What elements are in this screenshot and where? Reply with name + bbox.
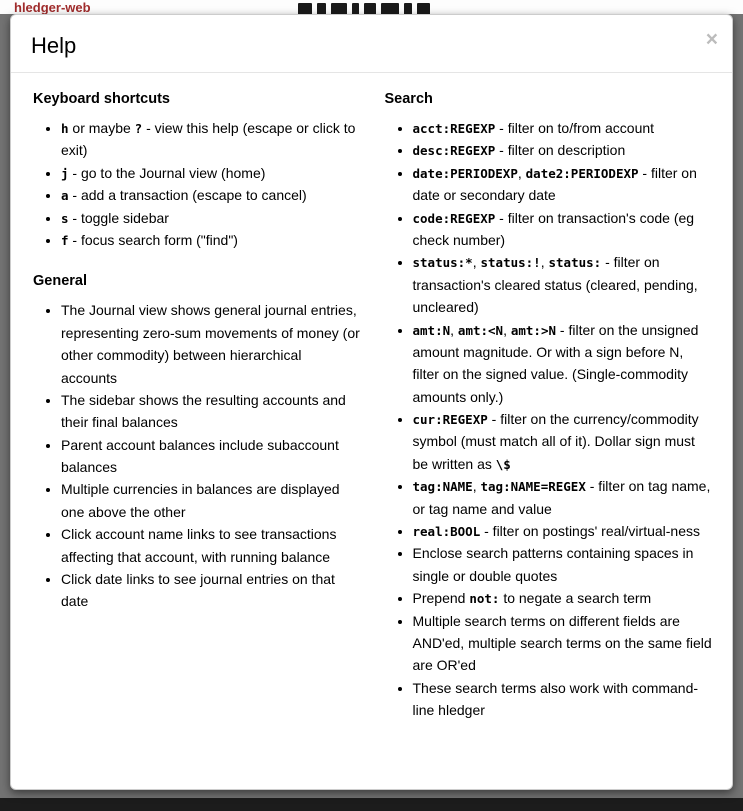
text-run: to negate a search term <box>499 590 652 607</box>
code-token: j <box>61 165 69 181</box>
list-item <box>61 162 361 184</box>
text-run: , <box>540 254 549 271</box>
text-run: Enclose search patterns containing spaces in single or double quotes <box>412 545 694 584</box>
text-run: - add a transaction (escape to cancel) <box>68 187 307 204</box>
list-item <box>413 319 713 409</box>
list-item <box>413 117 713 139</box>
code-token: h <box>61 121 69 136</box>
code-token: acct:REGEXP <box>412 121 496 136</box>
list-item <box>413 251 713 318</box>
code-token: desc:REGEXP <box>412 143 496 159</box>
text-run: , <box>503 321 511 338</box>
list-item <box>413 162 713 207</box>
section-list <box>31 299 361 612</box>
text-run: - filter on date or secondary date <box>412 164 697 204</box>
section-list <box>383 117 713 722</box>
text-run: These search terms also work with command-line hledger <box>412 679 699 719</box>
code-token: tag:NAME <box>412 479 473 495</box>
code-token: a <box>61 188 69 204</box>
list-item <box>61 117 361 162</box>
text-run: , <box>517 164 526 181</box>
list-item <box>61 523 361 568</box>
code-token: date:PERIODEXP <box>412 165 518 181</box>
list-item <box>413 139 713 161</box>
list-item <box>413 587 713 609</box>
code-token: \$ <box>495 456 511 472</box>
left-column <box>31 91 361 779</box>
list-item <box>413 520 713 542</box>
text-run: - filter on tag name, or tag name and value <box>412 478 711 517</box>
list-item <box>413 408 713 475</box>
list-item <box>413 610 713 677</box>
text-run: - filter on description <box>495 142 626 159</box>
code-token: status: <box>548 255 602 271</box>
code-token: status:* <box>412 255 473 271</box>
list-item <box>61 207 361 229</box>
list-item <box>61 299 361 389</box>
list-item <box>61 568 361 613</box>
list-item <box>413 207 713 252</box>
text-run: - toggle sidebar <box>68 209 169 226</box>
text-run: The Journal view shows general journal entries, representing zero-sum movements of money (or other commodity) between hierarchical accounts <box>61 302 360 386</box>
navbar <box>0 0 743 14</box>
code-token: code:REGEXP <box>412 210 496 226</box>
code-token: amt:>N <box>510 322 557 338</box>
hledger-web-brand-link[interactable]: hledger-web <box>14 0 91 14</box>
text-run: - filter on transaction's cleared status (cleared, pending, uncleared) <box>412 254 698 316</box>
code-token: not: <box>469 591 500 607</box>
text-run: - go to the Journal view (home) <box>68 164 266 181</box>
text-run: Click date links to see journal entries on that date <box>61 571 335 610</box>
list-item <box>61 389 361 434</box>
text-run: - filter on the unsigned amount magnitude. Or with a sign before N, filter on the signed value. (Single-commodity amounts only.) <box>412 321 699 405</box>
text-run: - view this help (escape or click to exit) <box>61 120 356 159</box>
partial-page-heading <box>298 2 435 14</box>
code-token: status:! <box>480 255 541 271</box>
section-list <box>31 117 361 251</box>
code-token: ? <box>134 121 143 136</box>
section-heading: General <box>33 273 87 290</box>
text-run: Click account name links to see transactions affecting that account, with running balance <box>61 526 337 565</box>
code-token: tag:NAME=REGEX <box>480 479 586 495</box>
code-token: cur:REGEXP <box>412 412 488 428</box>
text-run: - focus search form ("find") <box>68 231 238 248</box>
modal-header <box>11 15 732 73</box>
text-run: - filter on transaction's code (eg check number) <box>412 209 695 248</box>
right-column <box>383 91 713 779</box>
help-modal <box>10 14 733 790</box>
list-item <box>413 677 713 722</box>
text-run: Prepend <box>412 590 470 607</box>
text-run: , <box>450 321 458 338</box>
code-token: real:BOOL <box>412 524 481 540</box>
text-run: - filter on the currency/commodity symbol (must match all of it). Dollar sign must be written as <box>412 411 699 472</box>
list-item <box>413 542 713 587</box>
modal-title: Help <box>31 33 77 58</box>
code-token: amt:<N <box>457 322 504 338</box>
text-run: , <box>472 254 481 271</box>
section-heading: Keyboard shortcuts <box>33 91 170 107</box>
code-token: date2:PERIODEXP <box>525 165 639 181</box>
text-run: - filter on to/from account <box>495 120 655 136</box>
code-token: f <box>61 232 69 248</box>
list-item <box>61 434 361 479</box>
code-token: s <box>61 210 69 226</box>
list-item <box>61 229 361 251</box>
text-run: Multiple search terms on different fields are AND'ed, multiple search terms on the same field are OR'ed <box>412 612 712 674</box>
list-item <box>61 184 361 206</box>
text-run: or maybe <box>68 120 135 136</box>
text-run: Multiple currencies in balances are displayed one above the other <box>61 481 340 520</box>
section-heading: Search <box>384 91 433 107</box>
code-token: amt:N <box>412 322 451 338</box>
text-run: , <box>472 478 481 495</box>
list-item <box>413 475 713 520</box>
modal-body <box>11 73 732 789</box>
text-run: The sidebar shows the resulting accounts and their final balances <box>61 391 346 431</box>
list-item <box>61 478 361 523</box>
close-icon[interactable]: × <box>705 28 718 51</box>
text-run: Parent account balances include subaccount balances <box>61 436 339 476</box>
text-run: - filter on postings' real/virtual-ness <box>480 523 700 540</box>
